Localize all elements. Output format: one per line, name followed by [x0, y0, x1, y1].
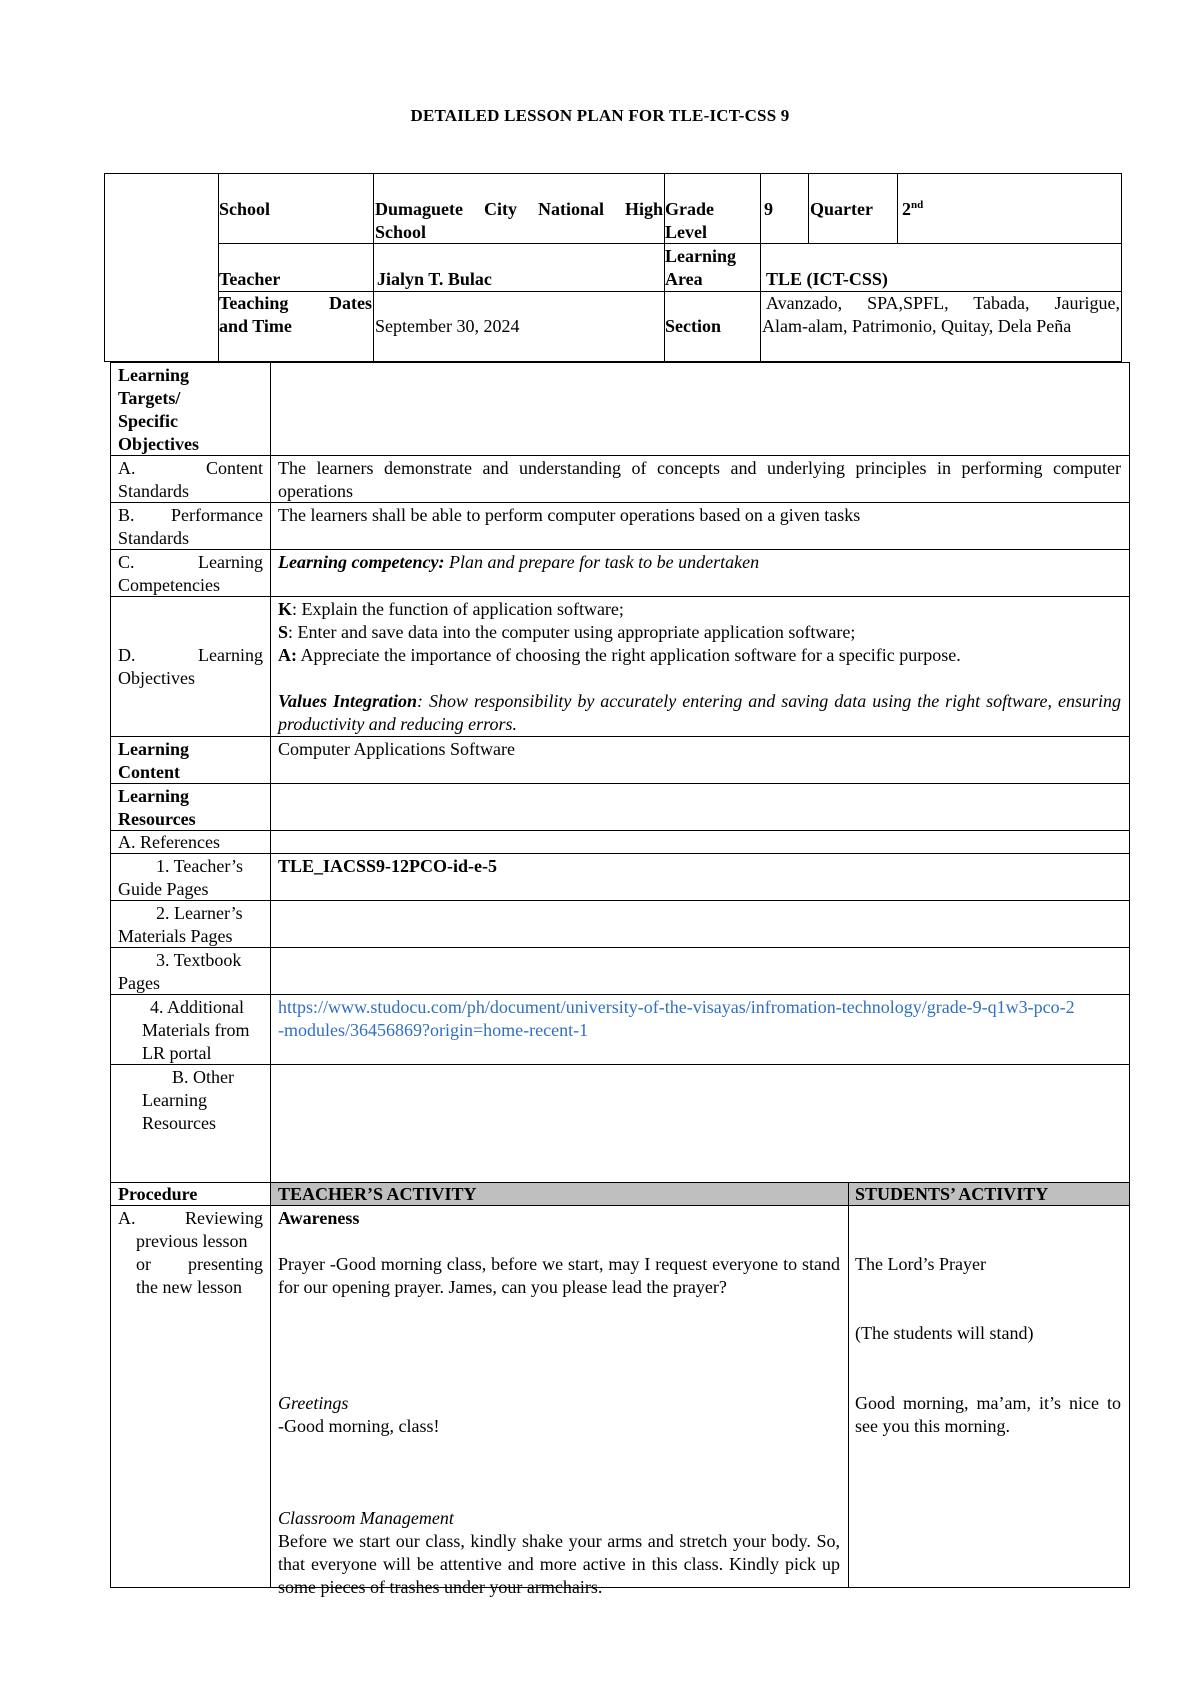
- quarter-value: 2nd: [902, 199, 924, 219]
- add-label-line2: Materials from: [142, 1020, 250, 1040]
- tg-label-line1: 1. Teacher’s: [156, 856, 244, 876]
- tg-label-line2: Guide Pages: [118, 879, 209, 899]
- greetings-text: -Good morning, class!: [278, 1416, 440, 1436]
- content-standards-label-line2: Standards: [118, 481, 189, 501]
- content-standards-label-line1: A. Content: [118, 458, 263, 478]
- objectives-label-line1: D. Learning: [118, 645, 263, 665]
- student-greeting: Good morning, ma’am, it’s nice to see you this morning.: [855, 1393, 1121, 1436]
- students-activity-col-header: STUDENTS’ ACTIVITY: [855, 1184, 1049, 1204]
- learning-content-label-line1: Learning: [118, 739, 190, 759]
- step-a-label-line3: or presenting: [136, 1254, 263, 1274]
- prayer-text: Prayer -Good morning class, before we start, may I request everyone to stand for our opening prayer. James, can you please lead the prayer?: [278, 1254, 840, 1297]
- learning-targets-line4: Objectives: [118, 434, 199, 454]
- other-label-line2: Learning: [142, 1090, 207, 1110]
- section-label: Section: [665, 316, 721, 336]
- learning-area-value: TLE (ICT-CSS): [766, 269, 888, 289]
- page-title: DETAILED LESSON PLAN FOR TLE-ICT-CSS 9: [410, 106, 790, 125]
- dates-label-line2: and Time: [219, 316, 292, 336]
- dates-label-line1: Teaching Dates: [219, 293, 372, 313]
- learning-competencies-label-line2: Competencies: [118, 575, 220, 595]
- learning-resources-label-line2: Resources: [118, 809, 196, 829]
- teacher-activity-col-header: TEACHER’S ACTIVITY: [278, 1184, 477, 1204]
- dates-value: September 30, 2024: [375, 316, 520, 336]
- procedure-col-header: Procedure: [118, 1184, 198, 1204]
- learning-content-value: Computer Applications Software: [278, 739, 515, 759]
- performance-standards-label-line1: B. Performance: [118, 505, 263, 525]
- awareness-heading: Awareness: [278, 1208, 360, 1228]
- section-value-line1: Avanzado, SPA,SPFL, Tabada, Jaurigue,: [766, 293, 1120, 313]
- learning-competency-text: Learning competency: Plan and prepare for task to be undertaken: [278, 552, 760, 572]
- objectives-label-line2: Objectives: [118, 668, 195, 688]
- quarter-label: Quarter: [810, 199, 873, 219]
- student-stand: (The students will stand): [855, 1323, 1034, 1343]
- performance-standards-value: The learners shall be able to perform computer operations based on a given tasks: [278, 505, 861, 525]
- objective-k: K: Explain the function of application software;: [278, 599, 624, 619]
- step-a-label-line4: the new lesson: [136, 1277, 242, 1297]
- teacher-value: Jialyn T. Bulac: [377, 269, 492, 289]
- grade-label-line2: Level: [665, 222, 707, 242]
- teacher-label: Teacher: [219, 269, 281, 289]
- learning-targets-line3: Specific: [118, 411, 178, 431]
- school-label: School: [219, 199, 271, 219]
- learning-area-label-line1: Learning: [665, 246, 737, 266]
- school-value-line1: Dumaguete City National High: [375, 199, 663, 219]
- step-a-label-line2: previous lesson: [136, 1231, 248, 1251]
- tb-label-line2: Pages: [118, 973, 160, 993]
- grade-value: 9: [764, 199, 773, 219]
- greetings-title: Greetings: [278, 1393, 349, 1413]
- learning-content-label-line2: Content: [118, 762, 180, 782]
- learning-targets-line1: Learning: [118, 365, 190, 385]
- student-prayer: The Lord’s Prayer: [855, 1254, 986, 1274]
- step-a-label-line1: A. Reviewing: [118, 1208, 263, 1228]
- add-label-line3: LR portal: [142, 1043, 212, 1063]
- references-label: A. References: [118, 832, 220, 852]
- section-value-line2: Alam-alam, Patrimonio, Quitay, Dela Peña: [762, 316, 1072, 336]
- objective-s: S: Enter and save data into the computer using appropriate application software;: [278, 622, 856, 642]
- other-label-line1: B. Other: [172, 1067, 234, 1087]
- classroom-title: Classroom Management: [278, 1508, 454, 1528]
- learning-area-label-line2: Area: [665, 269, 703, 289]
- learning-resources-label-line1: Learning: [118, 786, 190, 806]
- add-label-line1: 4. Additional: [150, 997, 244, 1017]
- performance-standards-label-line2: Standards: [118, 528, 189, 548]
- objective-a: A: Appreciate the importance of choosing the right application software for a specific purpose.: [278, 645, 961, 665]
- learning-targets-line2: Targets/: [118, 388, 181, 408]
- tg-value: TLE_IACSS9-12PCO-id-e-5: [278, 856, 498, 876]
- learning-competencies-label-line1: C. Learning: [118, 552, 263, 572]
- grade-label-line1: Grade: [665, 199, 714, 219]
- tb-label-line1: 3. Textbook: [156, 950, 242, 970]
- values-integration: Values Integration: Show responsibility by accurately entering and saving data using the right software, ensuring productivity and reducing errors.: [278, 691, 1121, 734]
- other-label-line3: Resources: [142, 1113, 216, 1133]
- classroom-text: Before we start our class, kindly shake your arms and stretch your body. So, that everyone will be attentive and more active in this class. Kindly pick up some pieces of trashes under your armchairs.: [278, 1531, 840, 1597]
- school-value-line2: School: [375, 222, 427, 242]
- lm-label-line1: 2. Learner’s: [156, 903, 243, 923]
- content-standards-value: The learners demonstrate and understanding of concepts and underlying principles in performing computer operations: [278, 458, 1121, 501]
- lr-portal-link[interactable]: https://www.studocu.com/ph/document/university-of-the-visayas/infromation-technology/grade-9-q1w3-pco-2-modules/36456869?origin=home-recent-1: [278, 997, 1075, 1040]
- lm-label-line2: Materials Pages: [118, 926, 233, 946]
